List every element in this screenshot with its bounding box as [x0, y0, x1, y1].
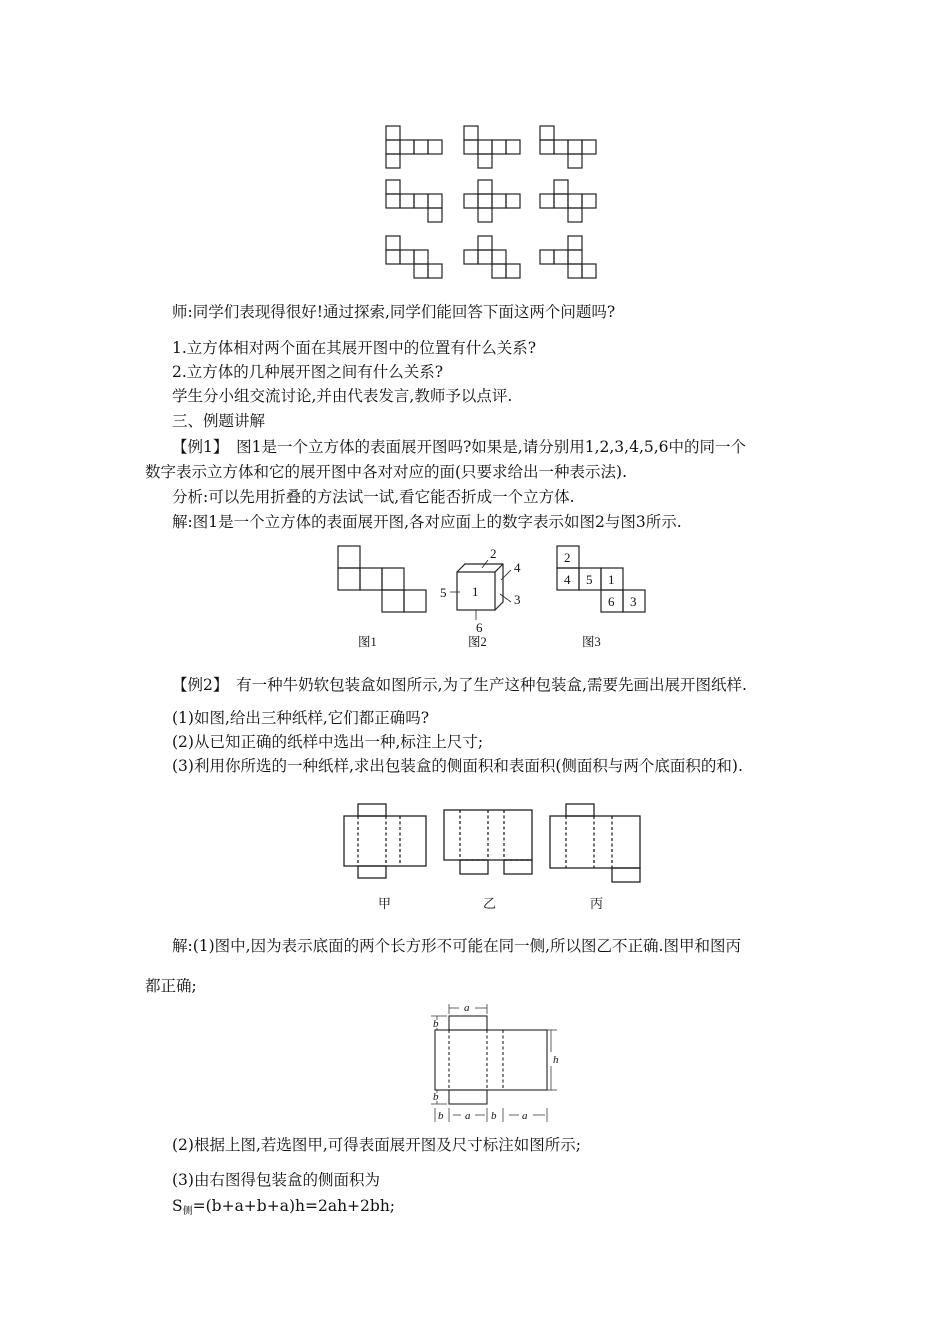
solution-2-part-3: (3)由右图得包装盒的侧面积为	[172, 1171, 380, 1189]
formula-subscript: 侧	[182, 1206, 193, 1217]
label-jia: 甲	[378, 896, 392, 911]
dim-h: h	[553, 1054, 559, 1066]
net-bing	[550, 804, 640, 882]
net-3-1	[386, 236, 442, 278]
net3-cell-6: 6	[608, 594, 615, 609]
formula-s: S	[172, 1197, 183, 1215]
net3-cell-4: 4	[564, 572, 571, 587]
analysis: 分析:可以先用折叠的方法试一试,看它能否折成一个立方体.	[172, 488, 575, 506]
teacher-remark: 师:同学们表现得很好!通过探索,同学们能回答下面这两个问题吗?	[172, 303, 616, 321]
figure-2-cube	[450, 560, 511, 620]
dimensioned-net-figure	[425, 1000, 565, 1125]
cube-face-front: 1	[472, 584, 479, 599]
example-1-line-2: 数字表示立方体和它的展开图中各对对应的面(只要求给出一种表示法).	[145, 463, 628, 481]
example-1-line-1: 【例1】 图1是一个立方体的表面展开图吗?如果是,请分别用1,2,3,4,5,6中的同一个	[172, 438, 747, 456]
net-2-2	[464, 180, 520, 222]
discussion-note: 学生分小组交流讨论,并由代表发言,教师予以点评.	[172, 387, 513, 405]
figure-1-net	[338, 546, 426, 612]
net-3-3	[540, 236, 596, 278]
dim-b-row: b	[438, 1110, 444, 1122]
net-1-3	[540, 126, 596, 168]
example-2: 【例2】 有一种牛奶软包装盒如图所示,为了生产这种包装盒,需要先画出展开图纸样.	[172, 676, 747, 694]
dim-a-row: a	[465, 1110, 471, 1122]
net-2-3	[540, 180, 596, 222]
solution-1: 解:图1是一个立方体的表面展开图,各对应面上的数字表示如图2与图3所示.	[172, 513, 682, 531]
net3-cell-2: 2	[564, 550, 571, 565]
question-2: 2.立方体的几种展开图之间有什么关系?	[172, 363, 444, 381]
formula-expression: =(b+a+b+a)h=2ah+2bh;	[192, 1197, 396, 1215]
question-1: 1.立方体相对两个面在其展开图中的位置有什么关系?	[172, 339, 537, 357]
dim-b-row-2: b	[491, 1110, 497, 1122]
cube-face-right-lower: 3	[514, 592, 521, 607]
net-jia	[344, 804, 426, 878]
dim-b-top: b	[433, 1018, 439, 1030]
example-2-q3: (3)利用你所选的一种纸样,求出包装盒的侧面积和表面积(侧面积与两个底面积的和).	[172, 757, 743, 775]
example-2-q1: (1)如图,给出三种纸样,它们都正确吗?	[172, 709, 430, 727]
caption-figure-3: 图3	[582, 635, 601, 649]
net3-cell-5: 5	[586, 572, 593, 587]
net3-cell-1: 1	[608, 572, 615, 587]
net-yi	[444, 810, 532, 874]
solution-2-line-1: 解:(1)图中,因为表示底面的两个长方形不可能在同一侧,所以图乙不正确.图甲和图丙	[172, 937, 741, 955]
example-2-q2: (2)从已知正确的纸样中选出一种,标注上尺寸;	[172, 733, 484, 751]
label-bing: 丙	[590, 896, 604, 911]
solution-2-line-2: 都正确;	[145, 977, 197, 995]
lateral-area-formula	[172, 1196, 395, 1222]
label-yi: 乙	[483, 896, 497, 911]
cube-face-right: 4	[514, 560, 521, 575]
net-2-1	[386, 180, 442, 222]
net-1-1	[386, 126, 442, 168]
solution-2-part-2: (2)根据上图,若选图甲,可得表面展开图及尺寸标注如图所示;	[172, 1136, 582, 1154]
cube-nets-figure	[380, 120, 610, 285]
caption-figure-1: 图1	[358, 635, 377, 649]
cube-face-bottom: 6	[476, 620, 483, 635]
dim-a-top: a	[464, 1002, 470, 1014]
section-heading: 三、例题讲解	[172, 412, 266, 430]
cube-face-top: 2	[490, 546, 497, 561]
dim-a-row-2: a	[522, 1110, 528, 1122]
caption-figure-2: 图2	[468, 635, 487, 649]
cube-face-left: 5	[440, 585, 447, 600]
dim-b-bottom: b	[433, 1091, 439, 1103]
box-nets-figure	[338, 800, 648, 915]
net-3-2	[464, 236, 520, 278]
net3-cell-3: 3	[630, 594, 637, 609]
example-1-figures	[330, 540, 650, 655]
net-1-2	[464, 126, 520, 168]
